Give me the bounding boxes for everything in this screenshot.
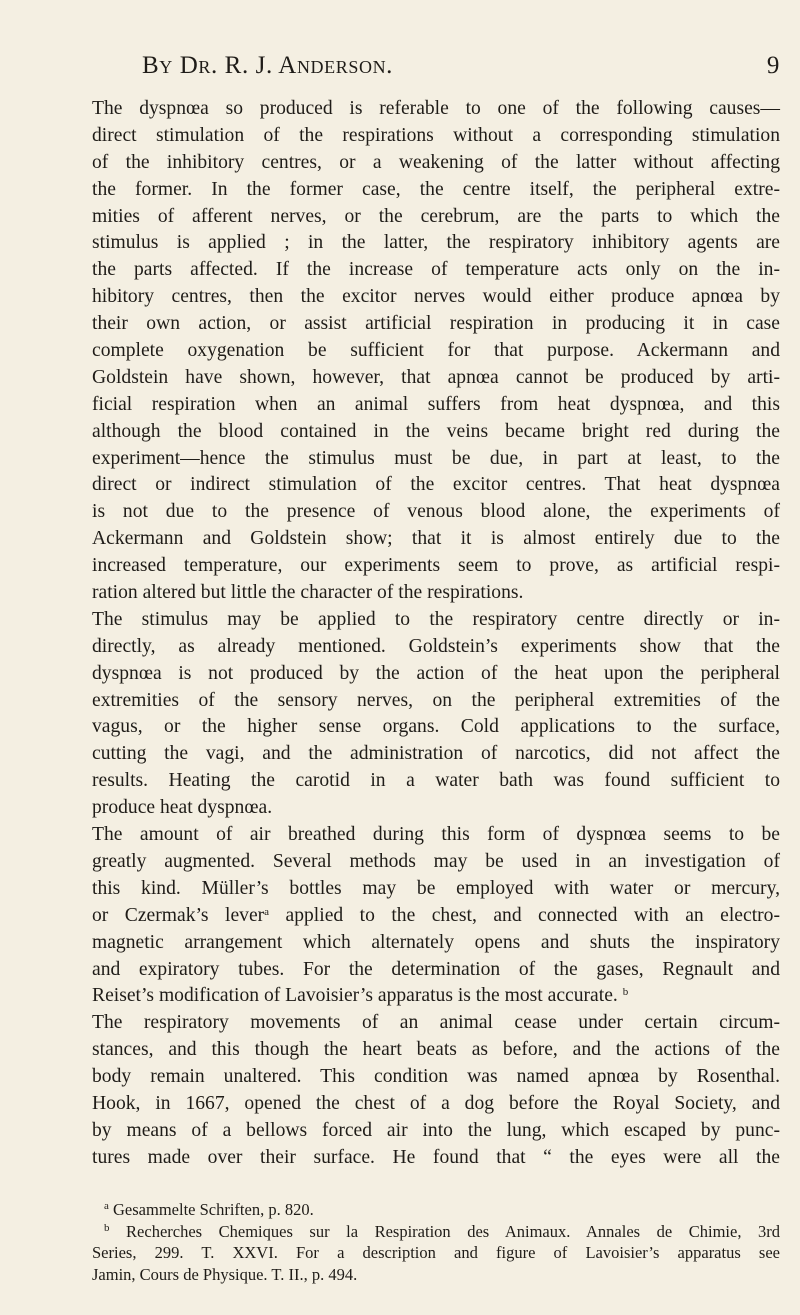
text-line: experiment—hence the stimulus must be due, in part at least, to the — [92, 447, 780, 469]
text-line: increased temperature, our experiments seem to prove, as artificial respi- — [92, 555, 780, 577]
text-line: magnetic arrangement which alternately opens and shuts the inspiratory — [92, 931, 780, 953]
text-line: vagus, or the higher sense organs. Cold applications to the surface, — [92, 716, 780, 738]
footnote-text: Gesammelte Schriften, p. 820. — [113, 1200, 314, 1219]
text-line: direct or indirect stimulation of the excitor centres. That heat dyspnœa — [92, 474, 780, 496]
running-header — [92, 52, 780, 82]
footnote-ref-b: b — [622, 986, 629, 999]
page-number: 9 — [766, 52, 780, 79]
text-line: The amount of air breathed during this form of dyspnœa seems to be — [92, 824, 780, 846]
text-line: results. Heating the carotid in a water bath was found sufficient to — [92, 770, 780, 792]
text-segment: or Czermak’s lever — [92, 904, 265, 926]
text-line: cutting the vagi, and the administration of narcotics, did not affect the — [92, 743, 780, 765]
text-line: The respiratory movements of an animal cease under certain circum- — [92, 1012, 780, 1034]
footnote-ref-a: a — [264, 905, 270, 918]
text-line: although the blood contained in the veins became bright red during the — [92, 420, 780, 442]
text-line: dyspnœa is not produced by the action of the heat upon the peripheral — [92, 662, 780, 684]
text-line: directly, as already mentioned. Goldstein’s experiments show that the — [92, 635, 780, 657]
text-line: The dyspnœa so produced is referable to one of the following causes— — [92, 98, 780, 119]
footnotes — [92, 1199, 780, 1285]
text-line: tures made over their surface. He found that “ the eyes were all the — [92, 1146, 780, 1168]
footnote-a — [92, 1199, 780, 1221]
text-line: this kind. Müller’s bottles may be employed with water or mercury, — [92, 877, 780, 899]
text-line: extremities of the sensory nerves, on the peripheral extremities of the — [92, 689, 780, 711]
text-line: by means of a bellows forced air into the lung, which escaped by punc- — [92, 1119, 780, 1141]
text-line: hibitory centres, then the excitor nerves would either produce apnœa by — [92, 286, 780, 308]
footnote-mark-a: a — [104, 1200, 109, 1212]
text-line: of the inhibitory centres, or a weakening of the latter without affecting — [92, 151, 780, 173]
text-line: Hook, in 1667, opened the chest of a dog before the Royal Society, and — [92, 1092, 780, 1114]
text-segment: Reiset’s modification of Lavoisier’s apparatus is the most accurate. — [92, 985, 618, 1007]
footnote-b — [92, 1221, 780, 1243]
text-line: stances, and this though the heart beats as before, and the actions of the — [92, 1039, 780, 1061]
text-line: complete oxygenation be sufficient for that purpose. Ackermann and — [92, 340, 780, 362]
text-line: direct stimulation of the respirations without a corresponding stimulation — [92, 124, 780, 146]
text-line: The stimulus may be applied to the respiratory centre directly or in- — [92, 608, 780, 630]
text-line: the parts affected. If the increase of temperature acts only on the in- — [92, 259, 780, 281]
text-segment: applied to the chest, and connected with an electro- — [285, 904, 780, 926]
footnote-mark-b: b — [104, 1221, 110, 1234]
text-line: ficial respiration when an animal suffers from heat dyspnœa, and this — [92, 393, 780, 415]
text-line: greatly augmented. Several methods may be used in an investigation of — [92, 850, 780, 872]
footnote-text: Recherches Chemiques sur la Respiration des Animaux. Annales de Chimie, 3rd — [126, 1221, 780, 1241]
text-line: and expiratory tubes. For the determination of the gases, Regnault and — [92, 958, 780, 980]
text-line: Ackermann and Goldstein show; that it is almost entirely due to the — [92, 528, 780, 550]
text-line: mities of afferent nerves, or the cerebrum, are the parts to which the — [92, 205, 780, 227]
text-line: Goldstein have shown, however, that apnœa cannot be produced by arti- — [92, 366, 780, 388]
text-line — [92, 983, 780, 1010]
text-line: is not due to the presence of venous blood alone, the experiments of — [92, 501, 780, 523]
text-line: ration altered but little the character of the respirations. — [92, 582, 524, 604]
text-line: stimulus is applied ; in the latter, the respiratory inhibitory agents are — [92, 232, 780, 254]
running-title: By Dr. R. J. Anderson. — [142, 52, 394, 79]
text-line: their own action, or assist artificial respiration in producing it in case — [92, 313, 780, 335]
text-line: produce heat dyspnœa. — [92, 797, 273, 819]
text-line: body remain unaltered. This condition was named apnœa by Rosenthal. — [92, 1066, 780, 1088]
footnote-line: Series, 299. T. XXVI. For a description and figure of Lavoisier’s apparatus see — [92, 1243, 780, 1262]
footnote-line: Jamin, Cours de Physique. T. II., p. 494. — [92, 1264, 358, 1284]
text-line — [92, 903, 780, 930]
text-line: the former. In the former case, the centre itself, the peripheral extre- — [92, 178, 780, 200]
body-text — [92, 96, 780, 1172]
